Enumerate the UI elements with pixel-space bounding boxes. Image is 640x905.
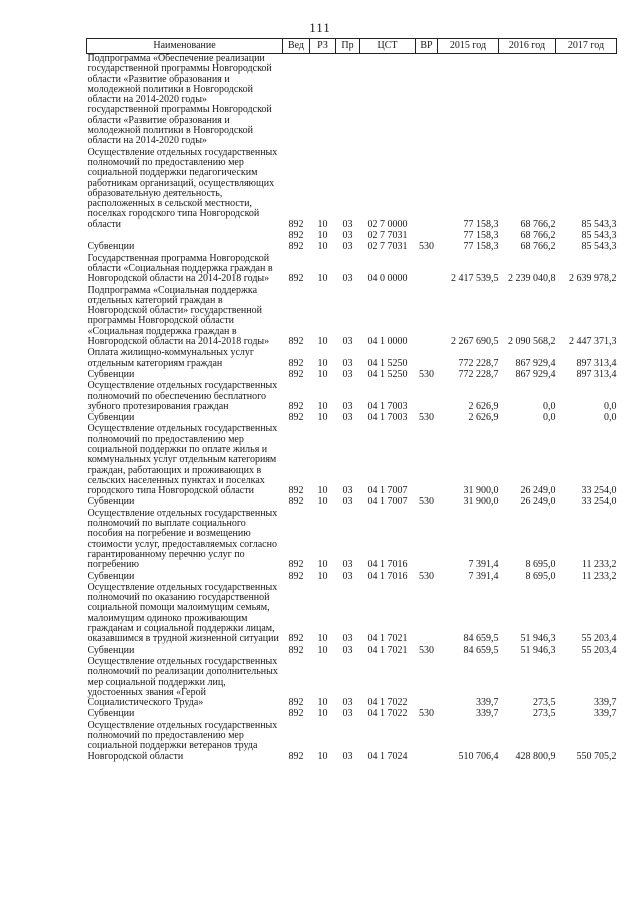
cell-cst: 04 1 7016 [367,570,408,582]
cell-2017: 85 543,3 [581,218,617,230]
cell-2017: 0,0 [604,400,617,412]
cell-ved: 892 [288,241,304,253]
cell-pr: 03 [342,750,353,762]
cell-2016: 8 695,0 [525,559,556,571]
table-body [87,54,617,763]
cell-2015: 31 900,0 [463,485,499,497]
cell-2015: 339,7 [476,708,499,720]
header-cst: ЦСТ [360,39,416,54]
cell-2016: 26 249,0 [520,496,556,508]
cell-ved: 892 [288,644,304,656]
cell-vr: 530 [419,708,434,720]
cell-name: Субвенции [87,570,135,582]
cell-2016: 2 090 568,2 [508,336,556,348]
cell-pr: 03 [342,697,353,709]
cell-pr: 03 [342,241,353,253]
header-rz: РЗ [310,39,336,54]
table-row [87,242,617,253]
cell-name: Субвенции [87,412,135,424]
cell-name: Оплата жилищно-коммунальных услуг отдельным категориям граждан [87,347,255,369]
cell-2017: 85 543,3 [581,230,617,242]
cell-name: Осуществление отдельных государственных полномочий по предоставлению мер социальной поддержки по оплате жилья и коммунальных услуг отдельным категориям граждан, работающих и проживающих в сельских населенных пунктах и поселках городского типа Новгородской области [87,423,278,497]
cell-rz: 10 [317,750,328,762]
cell-ved: 892 [288,708,304,720]
cell-vr [416,54,438,148]
cell-pr: 03 [342,230,353,242]
cell-vr [416,348,438,370]
cell-2016: 2 239 040,8 [508,273,556,285]
header-2016: 2016 год [499,39,556,54]
cell-pr: 03 [342,368,353,380]
cell-rz: 10 [317,357,328,369]
cell-name: Субвенции [87,241,135,253]
cell-ved [283,54,310,148]
cell-cst: 04 1 7003 [367,412,408,424]
table-row [87,583,617,646]
budget-table [86,38,617,763]
cell-rz: 10 [317,708,328,720]
table-row [87,54,617,148]
cell-pr: 03 [342,273,353,285]
cell-vr: 530 [419,368,434,380]
cell-rz: 10 [317,241,328,253]
cell-pr: 03 [342,485,353,497]
cell-vr [416,148,438,231]
cell-2016: 0,0 [543,412,556,424]
cell-cst: 04 1 7022 [367,697,408,709]
table-row [87,721,617,763]
cell-2017: 897 313,4 [576,357,617,369]
cell-2015: 77 158,3 [463,218,499,230]
table-row [87,381,617,413]
cell-rz: 10 [317,368,328,380]
cell-rz: 10 [317,559,328,571]
cell-ved: 892 [288,230,304,242]
cell-ved: 892 [288,485,304,497]
cell-cst [360,54,416,148]
cell-2016: 867 929,4 [515,368,556,380]
cell-name: Подпрограмма «Обеспечение реализации государственной программы Новгородской области «Развитие образования и молодежной политики в Новгородской области на 2014-2020 годы» государственной программы Новгородской области «Развитие образования и молодежной политики в Новгородской области на 2014-2020 годы» [87,53,272,147]
cell-rz: 10 [317,230,328,242]
header-vr: ВР [416,39,438,54]
cell-vr [416,509,438,572]
cell-name: Субвенции [87,368,135,380]
cell-name: Осуществление отдельных государственных полномочий по оказанию государственной социальной помощи малоимущим семьям, малоимущим одиноко проживающим гражданам и социальной поддержки лицам, оказавшимся в трудной жизненной ситуации [87,581,279,645]
page-number: 111 [309,20,331,35]
cell-2015: 77 158,3 [463,241,499,253]
cell-cst: 04 1 7021 [367,633,408,645]
cell-cst: 04 1 5250 [367,368,408,380]
cell-2017: 33 254,0 [581,485,617,497]
cell-ved: 892 [288,697,304,709]
cell-2017: 55 203,4 [581,633,617,645]
cell-name: Осуществление отдельных государственных полномочий по выплате социального пособия на погребение и возмещению стоимости услуг, предоставляемых согласно гарантированному перечню услуг по погребению [87,507,278,571]
cell-cst: 04 1 0000 [367,336,408,348]
cell-vr: 530 [419,496,434,508]
cell-pr: 03 [342,496,353,508]
cell-2016: 51 946,3 [520,644,556,656]
cell-2016: 8 695,0 [525,570,556,582]
cell-cst: 04 1 7007 [367,485,408,497]
cell-cst: 04 1 7003 [367,400,408,412]
cell-rz: 10 [317,570,328,582]
cell-2016: 867 929,4 [515,357,556,369]
cell-rz: 10 [317,697,328,709]
cell-name: Подпрограмма «Социальная поддержка отдельных категорий граждан в Новгородской области» государственной программы Новгородской области «Социальная поддержка граждан в Новгородской области на 2014-2018 годы» [87,284,270,348]
cell-pr: 03 [342,633,353,645]
cell-2015: 7 391,4 [468,559,499,571]
cell-2016: 51 946,3 [520,633,556,645]
cell-2016: 0,0 [543,400,556,412]
cell-2015: 772 228,7 [458,357,499,369]
cell-name: Субвенции [87,644,135,656]
cell-cst: 02 7 0000 [367,218,408,230]
cell-2017 [556,54,617,148]
table-row [87,148,617,231]
cell-pr: 03 [342,570,353,582]
cell-ved: 892 [288,368,304,380]
cell-2017: 2 447 371,3 [569,336,617,348]
cell-2017: 11 233,2 [581,559,617,571]
cell-vr [416,721,438,763]
cell-vr [416,381,438,413]
cell-cst: 04 1 7016 [367,559,408,571]
cell-ved: 892 [288,357,304,369]
cell-name: Осуществление отдельных государственных полномочий по реализации дополнительных мер социальной поддержки лиц, удостоенных звания «Герой Социалистического Труда» [87,655,278,709]
cell-2015: 31 900,0 [463,496,499,508]
cell-2015: 77 158,3 [463,230,499,242]
header-pr: Пр [336,39,360,54]
cell-2016: 26 249,0 [520,485,556,497]
cell-2015 [438,54,499,148]
table-header [87,39,617,54]
cell-vr [416,424,438,497]
cell-2015: 2 417 539,5 [451,273,499,285]
cell-2015: 7 391,4 [468,570,499,582]
cell-ved: 892 [288,750,304,762]
cell-2016: 273,5 [533,697,556,709]
cell-rz: 10 [317,644,328,656]
cell-rz: 10 [317,496,328,508]
cell-ved: 892 [288,273,304,285]
cell-2015: 772 228,7 [458,368,499,380]
cell-2016: 273,5 [533,708,556,720]
cell-name: Осуществление отдельных государственных полномочий по обеспечению бесплатного зубного протезирования граждан [87,380,278,412]
cell-pr [336,54,360,148]
cell-rz [310,54,336,148]
cell-ved: 892 [288,570,304,582]
cell-cst: 04 1 7007 [367,496,408,508]
cell-vr [416,286,438,349]
cell-cst: 04 0 0000 [367,273,408,285]
cell-vr [416,583,438,646]
cell-rz: 10 [317,273,328,285]
cell-2017: 897 313,4 [576,368,617,380]
cell-pr: 03 [342,400,353,412]
cell-rz: 10 [317,412,328,424]
cell-2017: 339,7 [594,708,617,720]
cell-pr: 03 [342,708,353,720]
cell-pr: 03 [342,412,353,424]
cell-2017: 55 203,4 [581,644,617,656]
header-2017: 2017 год [556,39,617,54]
cell-name: Государственная программа Новгородской области «Социальная поддержка граждан в Новгородской области на 2014-2018 годы» [87,252,273,285]
cell-ved: 892 [288,412,304,424]
cell-cst: 02 7 7031 [367,241,408,253]
cell-rz: 10 [317,400,328,412]
cell-2016: 68 766,2 [520,218,556,230]
cell-vr: 530 [419,412,434,424]
cell-ved: 892 [288,559,304,571]
cell-ved: 892 [288,218,304,230]
cell-2015: 510 706,4 [458,750,499,762]
cell-2015: 2 267 690,5 [451,336,499,348]
cell-vr [416,254,438,286]
table-row [87,657,617,709]
cell-2015: 84 659,5 [463,644,499,656]
cell-2016: 68 766,2 [520,241,556,253]
cell-name: Субвенции [87,496,135,508]
table-row [87,709,617,720]
cell-2017: 0,0 [604,412,617,424]
cell-vr: 530 [419,644,434,656]
cell-2016 [499,54,556,148]
cell-rz: 10 [317,336,328,348]
header-2015: 2015 год [438,39,499,54]
cell-rz: 10 [317,485,328,497]
cell-vr [416,657,438,709]
cell-2016: 68 766,2 [520,230,556,242]
cell-2017: 339,7 [594,697,617,709]
cell-vr: 530 [419,241,434,253]
cell-2017: 33 254,0 [581,496,617,508]
cell-cst: 04 1 7021 [367,644,408,656]
cell-name: Субвенции [87,708,135,720]
cell-cst: 04 1 7024 [367,750,408,762]
cell-2017: 550 705,2 [576,750,617,762]
table-row [87,286,617,349]
cell-2015: 2 626,9 [468,412,499,424]
cell-cst: 02 7 7031 [367,230,408,242]
cell-name: Осуществление отдельных государственных полномочий по предоставлению мер социальной поддержки ветеранов труда Новгородской области [87,719,278,762]
cell-cst: 04 1 7022 [367,708,408,720]
table-row [87,348,617,370]
cell-pr: 03 [342,644,353,656]
cell-2017: 85 543,3 [581,241,617,253]
cell-rz: 10 [317,218,328,230]
cell-2016: 428 800,9 [515,750,556,762]
cell-2015: 84 659,5 [463,633,499,645]
cell-2015: 339,7 [476,697,499,709]
cell-name: Осуществление отдельных государственных полномочий по предоставлению мер социальной поддержки педагогическим работникам организаций, осуществляющих образовательную деятельность, расположенных в сельской местности, поселках городского типа Новгородской области [87,146,278,230]
cell-pr: 03 [342,218,353,230]
cell-vr: 530 [419,570,434,582]
cell-2017: 2 639 978,2 [569,273,617,285]
cell-rz: 10 [317,633,328,645]
header-name: Наименование [87,39,283,54]
table-row [87,254,617,286]
cell-cst: 04 1 5250 [367,357,408,369]
cell-pr: 03 [342,336,353,348]
cell-ved: 892 [288,336,304,348]
table-row [87,424,617,497]
cell-pr: 03 [342,559,353,571]
table-row [87,509,617,572]
cell-2017: 11 233,2 [581,570,617,582]
cell-2015: 2 626,9 [468,400,499,412]
header-ved: Вед [283,39,310,54]
cell-ved: 892 [288,400,304,412]
cell-ved: 892 [288,633,304,645]
cell-pr: 03 [342,357,353,369]
cell-ved: 892 [288,496,304,508]
